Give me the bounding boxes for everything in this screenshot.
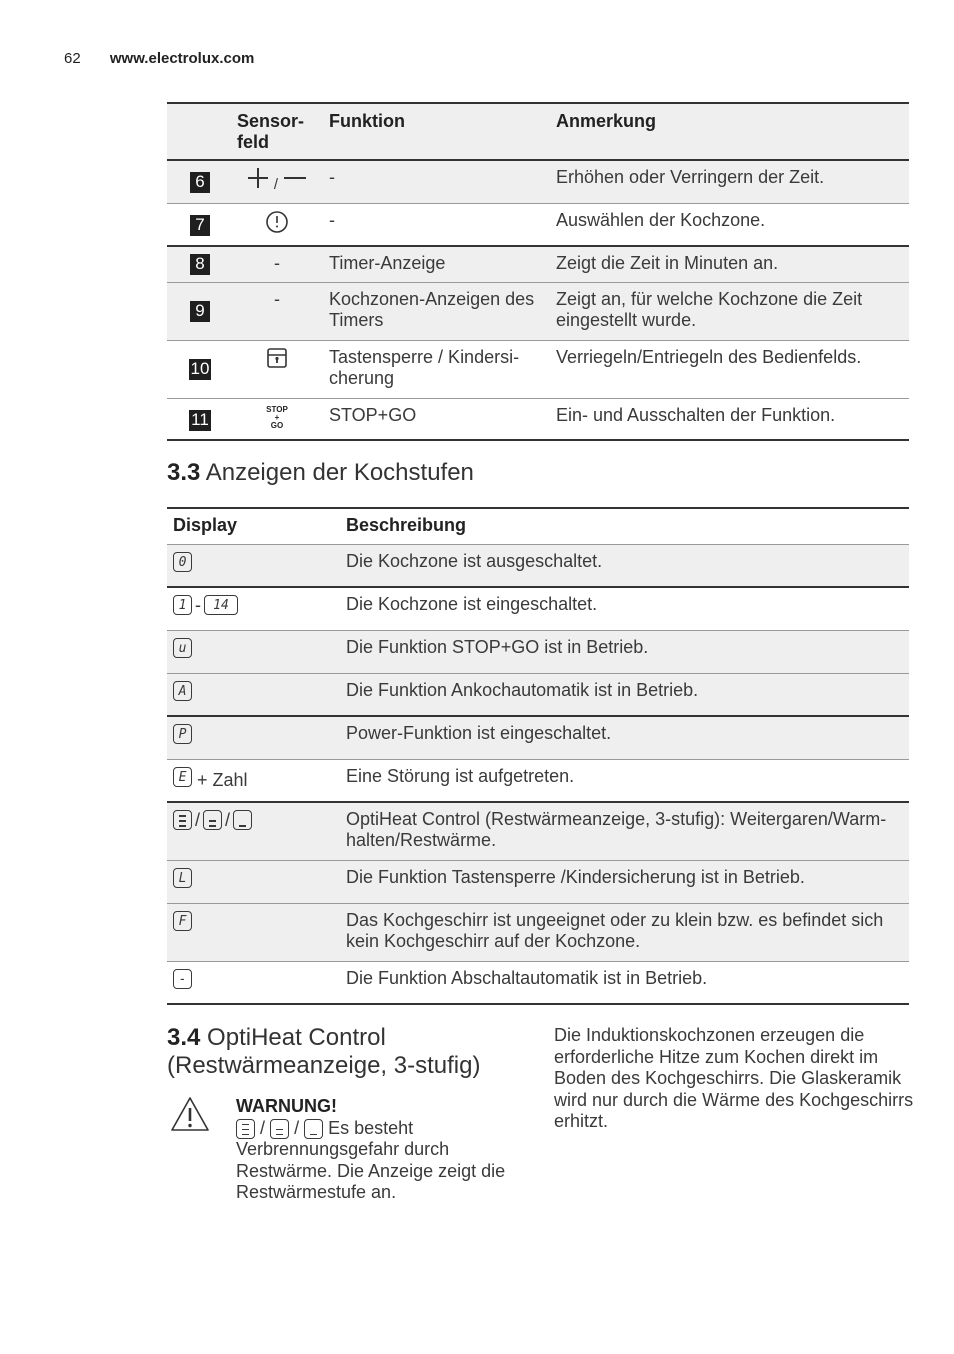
header-description: Beschreibung <box>346 515 467 535</box>
remark-cell: Verriegeln/Entriegeln des Bedienfelds. <box>556 346 862 367</box>
table-row <box>167 759 909 802</box>
table-header-row <box>167 103 909 160</box>
table-header-row <box>167 508 909 544</box>
description-cell: OptiHeat Control (Restwärmeanzeige, 3-stufig): Weitergaren/Warm-halten/Restwärme. <box>346 809 887 850</box>
row-number: 8 <box>190 254 210 275</box>
page-number: 62 <box>64 50 81 67</box>
display-cell: / / <box>167 802 340 860</box>
power-circle-icon <box>265 210 289 230</box>
sensor-field-table <box>167 102 909 441</box>
lock-icon <box>266 347 288 367</box>
table-row <box>167 340 909 398</box>
function-cell: - <box>329 167 335 187</box>
sensor-symbol <box>231 160 323 203</box>
display-cell <box>167 630 340 673</box>
header-display: Display <box>173 515 238 535</box>
row-number: 6 <box>190 172 210 193</box>
display-cell <box>167 860 340 903</box>
sensor-symbol: - <box>274 288 280 309</box>
table-row <box>167 398 909 440</box>
table-row <box>167 203 909 246</box>
website-url: www.electrolux.com <box>109 50 255 67</box>
display-cell: E + Zahl <box>167 759 340 802</box>
heat-3-icon <box>236 1119 255 1139</box>
table-row <box>167 246 909 282</box>
table-row <box>167 716 909 759</box>
table-row <box>167 961 909 1004</box>
description-cell: Die Funktion Abschaltautomatik ist in Betrieb. <box>346 967 708 988</box>
warning-text: / / Es besteht Verbrennungsgefahr durch Restwärme. Die Anzeige zeigt die Restwärmestufe an. <box>236 1117 506 1202</box>
display-symbol: u <box>173 638 192 658</box>
remark-cell: Zeigt an, für welche Kochzone die Zeit eingestellt wurde. <box>556 288 863 330</box>
row-number: 7 <box>190 215 210 236</box>
description-cell: Power-Funktion ist eingeschaltet. <box>346 723 612 743</box>
header-sensor: Sensor-feld <box>237 111 305 152</box>
display-cell <box>167 903 340 961</box>
function-cell: Kochzonen-Anzeigen des Timers <box>329 288 535 330</box>
description-cell: Die Funktion Ankochautomatik ist in Betrieb. <box>346 679 699 700</box>
header-function: Funktion <box>329 111 405 131</box>
row-number: 10 <box>190 358 210 378</box>
display-table <box>167 507 909 1005</box>
heat-3-icon <box>173 810 192 830</box>
induction-info-text: Die Induktionskochzonen erzeugen die erforderliche Hitze zum Kochen direkt im Boden des Kochgeschirrs. Die Glaskeramik wird nur durch die Wärme des Kochgeschirrs erhitzt. <box>554 1025 914 1131</box>
description-cell: Die Kochzone ist eingeschaltet. <box>346 594 598 614</box>
function-cell: STOP+GO <box>329 404 417 425</box>
row-number: 11 <box>189 410 211 431</box>
description-cell: Das Kochgeschirr ist ungeeignet oder zu klein bzw. es befindet sich kein Kochgeschirr auf der Kochzone. <box>346 909 884 951</box>
warning-triangle-icon <box>170 1096 210 1132</box>
display-symbol: - <box>173 969 192 989</box>
header-remark: Anmerkung <box>556 111 657 131</box>
heat-2-icon <box>270 1119 289 1139</box>
remark-cell: Zeigt die Zeit in Minuten an. <box>556 253 779 273</box>
display-symbol: A <box>173 681 192 701</box>
page-header <box>64 50 254 67</box>
table-row <box>167 587 909 630</box>
row-number: 9 <box>190 301 210 322</box>
display-symbol: 0 <box>173 552 192 572</box>
display-symbol: L <box>173 868 192 888</box>
table-row <box>167 673 909 716</box>
warning-title: WARNUNG! <box>236 1096 337 1116</box>
table-row <box>167 160 909 203</box>
sensor-symbol <box>231 340 323 398</box>
stop-go-icon: STOP + GO <box>266 404 288 430</box>
sensor-symbol <box>231 398 323 440</box>
heat-1-icon <box>233 810 252 830</box>
section-3-3-title: 3.3 Anzeigen der Kochstufen <box>167 459 474 486</box>
function-cell: Timer-Anzeige <box>329 253 446 273</box>
table-row <box>167 903 909 961</box>
remark-cell: Auswählen der Kochzone. <box>556 209 766 230</box>
display-cell <box>167 673 340 716</box>
sensor-symbol <box>231 203 323 246</box>
function-cell: Tastensperre / Kindersi-cherung <box>329 346 520 388</box>
description-cell: Die Kochzone ist ausgeschaltet. <box>346 550 603 571</box>
heat-1-icon <box>304 1119 323 1139</box>
header-num <box>167 103 231 160</box>
remark-cell: Erhöhen oder Verringern der Zeit. <box>556 167 825 187</box>
section-3-4-title: 3.4 OptiHeat Control (Restwärmeanzeige, 3-stufig) <box>167 1024 481 1079</box>
description-cell: Eine Störung ist aufgetreten. <box>346 765 575 786</box>
display-cell <box>167 544 340 587</box>
display-cell: 1 - 14 <box>167 587 340 630</box>
warning-block <box>236 1096 516 1204</box>
remark-cell: Ein- und Ausschalten der Funktion. <box>556 404 836 425</box>
function-cell: - <box>329 209 335 230</box>
heat-2-icon <box>203 810 222 830</box>
sensor-symbol: - <box>274 253 280 273</box>
plus-minus-icon: / <box>273 176 279 193</box>
display-cell <box>167 961 340 1004</box>
display-symbol: 1 <box>173 595 192 615</box>
display-symbol: 14 <box>204 595 238 615</box>
display-symbol: P <box>173 724 192 744</box>
table-row <box>167 544 909 587</box>
table-row <box>167 802 909 860</box>
description-cell: Die Funktion Tastensperre /Kindersicherung ist in Betrieb. <box>346 866 805 887</box>
table-row <box>167 860 909 903</box>
display-cell <box>167 716 340 759</box>
display-symbol: F <box>173 911 192 931</box>
description-cell: Die Funktion STOP+GO ist in Betrieb. <box>346 636 649 657</box>
table-row <box>167 630 909 673</box>
display-symbol: E <box>173 767 192 787</box>
table-row <box>167 282 909 340</box>
